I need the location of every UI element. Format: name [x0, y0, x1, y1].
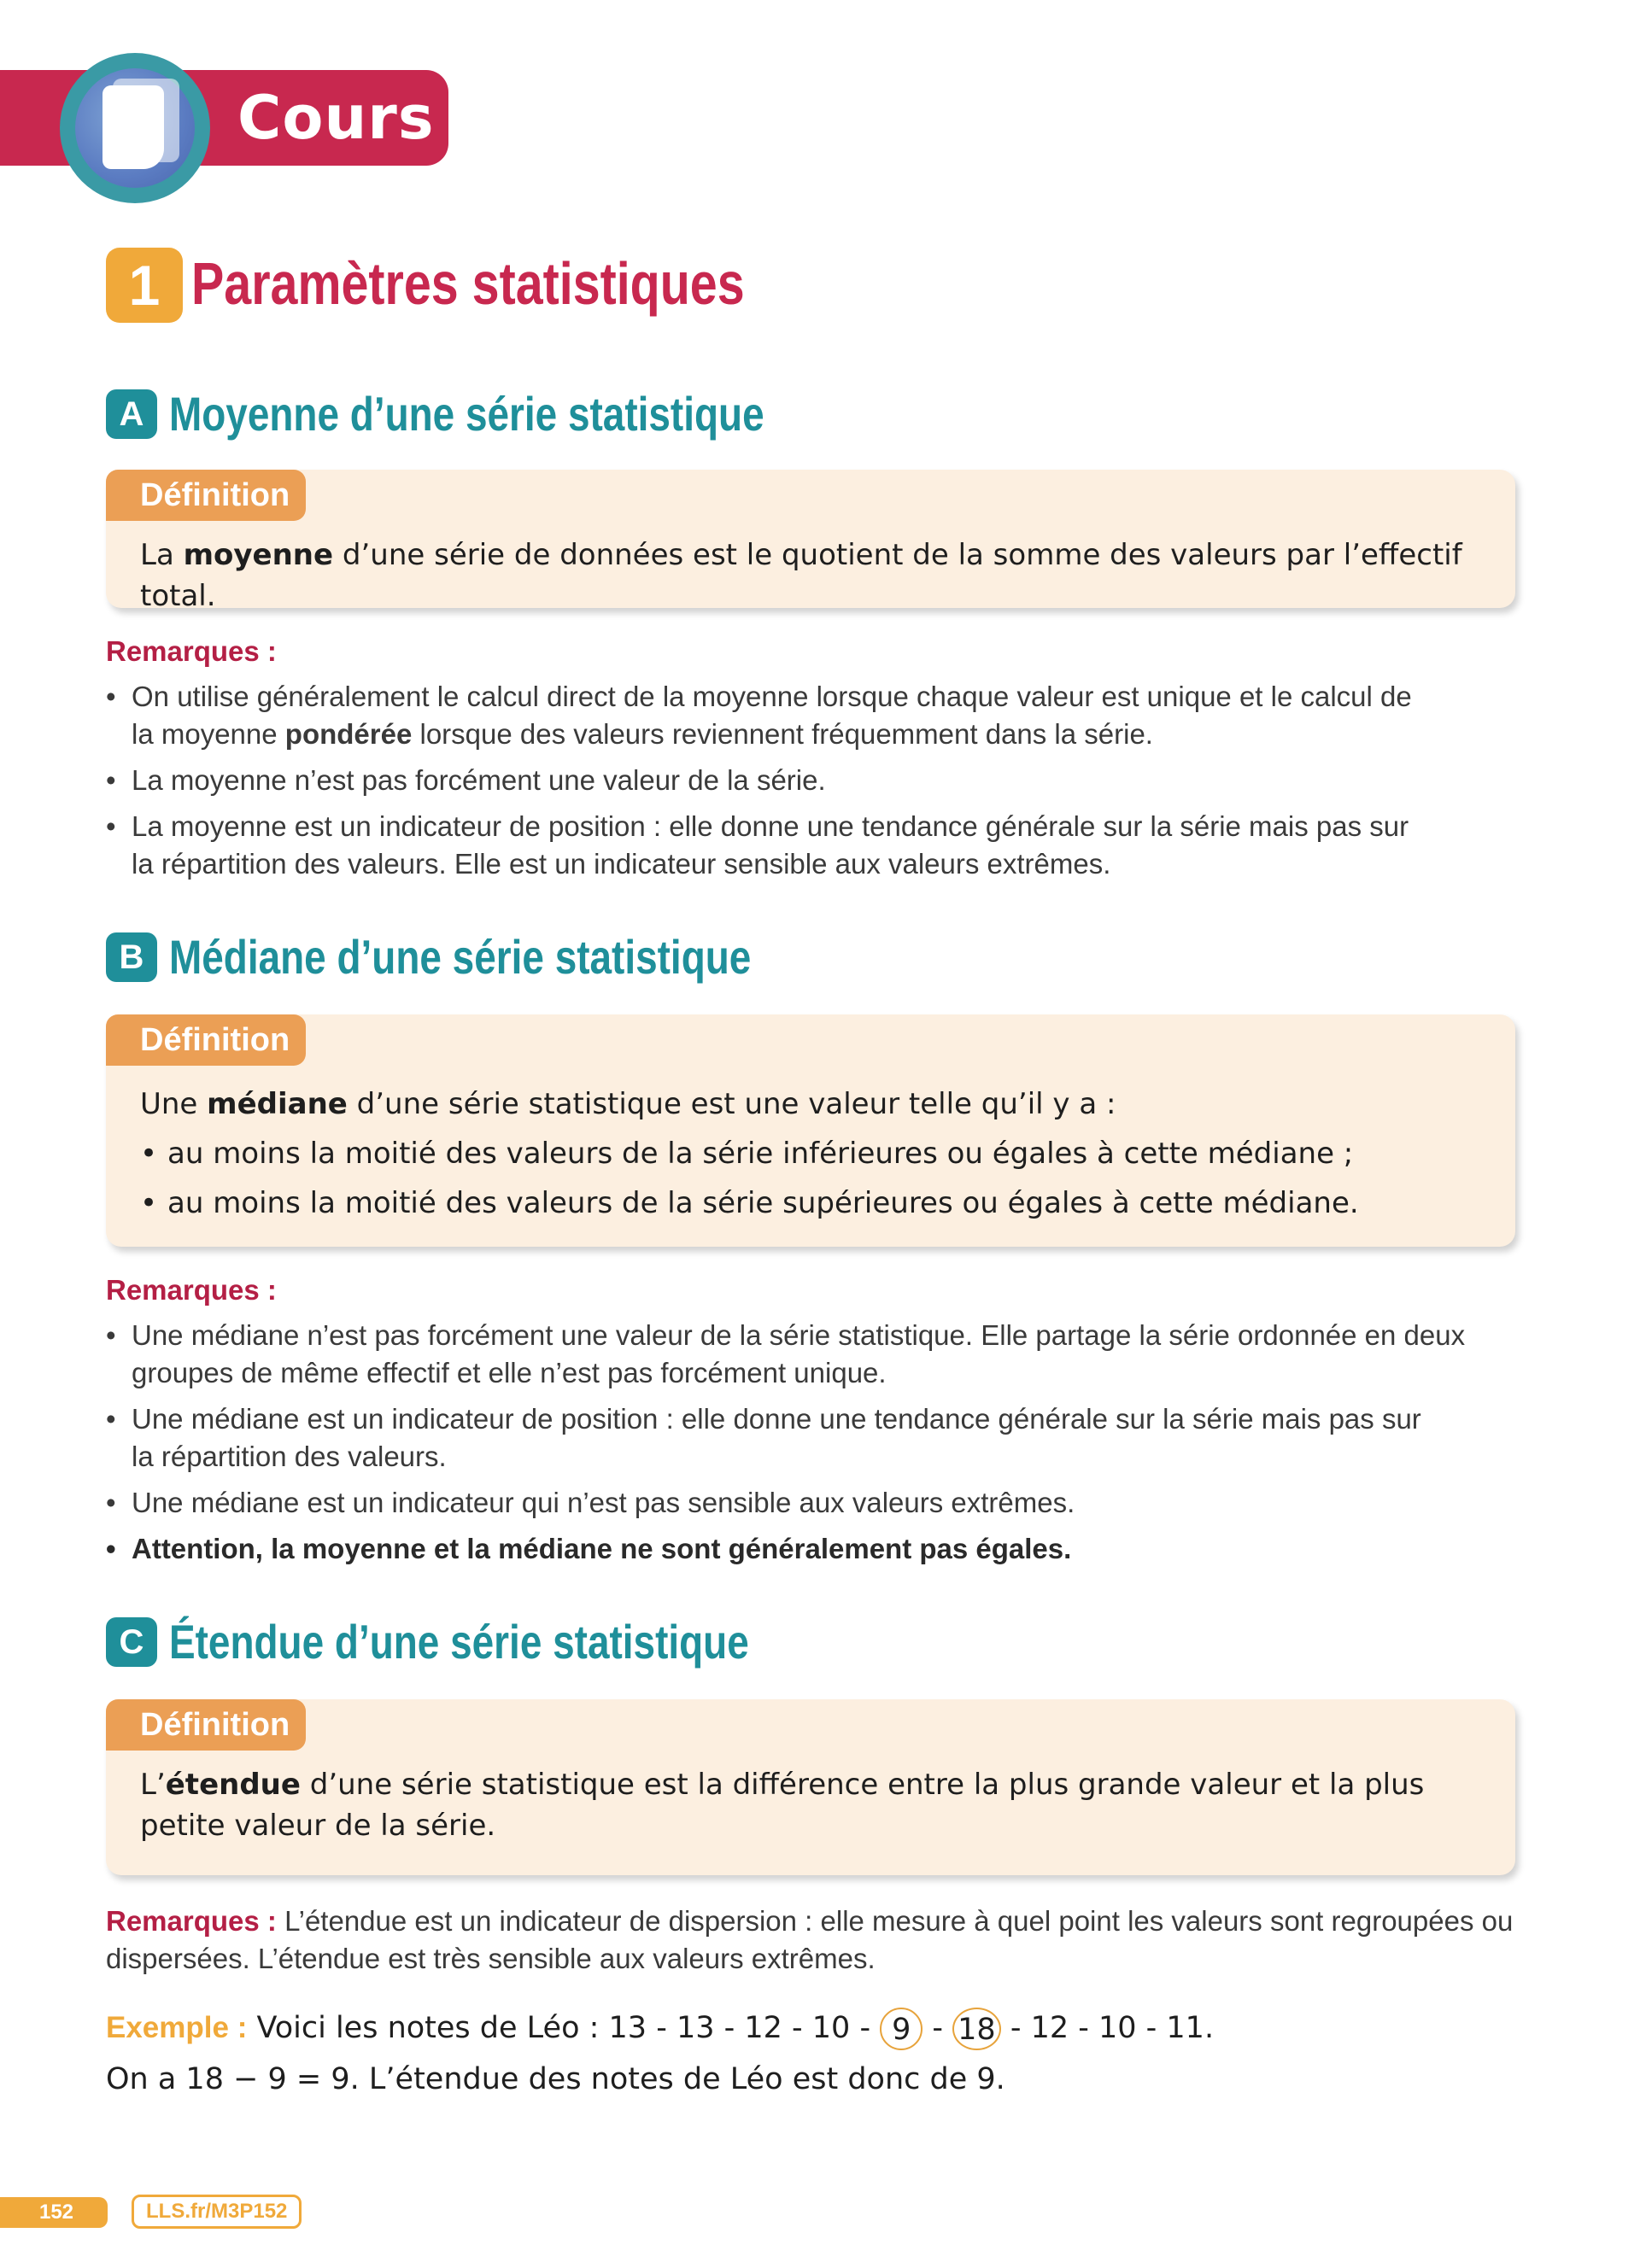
- example-line: Exemple : Voici les notes de Léo : 13 - 13 - 12 - 10 - 9 - 18 - 12 - 10 - 11.: [106, 2003, 1214, 2053]
- section-a-badge: A: [106, 389, 157, 439]
- definition-text-b: Une médiane d’une série statistique est une valeur telle qu’il y a : • au moins la moitié des valeurs de la série inférieures ou égales à cette médiane ; • au moins la moitié des valeurs de la série supérieures ou égales à cette médiane.: [140, 1079, 1498, 1228]
- list-item: • Une médiane est un indicateur qui n’est pas sensible aux valeurs extrêmes.: [106, 1484, 1524, 1522]
- term-etendue: étendue: [165, 1768, 301, 1802]
- list-item: • La moyenne est un indicateur de position : elle donne une tendance générale sur la série mais pas sur la répartition des valeurs. Elle est un indicateur sensible aux valeurs extrêmes.: [106, 808, 1430, 883]
- definition-tab-b: Définition: [106, 1014, 306, 1066]
- term-mediane: médiane: [207, 1087, 348, 1121]
- remarks-heading-c: Remarques :: [106, 1905, 277, 1937]
- list-item: • Attention, la moyenne et la médiane ne sont généralement pas égales.: [106, 1530, 1524, 1568]
- section-b-title: Médiane d’une série statistique: [169, 930, 752, 984]
- section-c-title: Étendue d’une série statistique: [169, 1615, 749, 1669]
- section-c-badge: C: [106, 1617, 157, 1667]
- example-conclusion: On a 18 − 9 = 9. L’étendue des notes de Léo est donc de 9.: [106, 2062, 1005, 2096]
- term-moyenne: moyenne: [183, 538, 334, 572]
- definition-text-c: L’étendue d’une série statistique est la différence entre la plus grande valeur et la plus petite valeur de la série.: [140, 1768, 1425, 1843]
- definition-bullet: • au moins la moitié des valeurs de la série inférieures ou égales à cette médiane ;: [140, 1129, 1498, 1178]
- definition-text-a: La moyenne d’une série de données est le quotient de la somme des valeurs par l’effectif total.: [140, 538, 1462, 613]
- list-item: • La moyenne n’est pas forcément une valeur de la série.: [106, 762, 1524, 799]
- page-number: 152: [0, 2197, 108, 2228]
- example-label: Exemple :: [106, 2011, 248, 2044]
- section-a-title: Moyenne d’une série statistique: [169, 387, 764, 441]
- definition-bullet: • au moins la moitié des valeurs de la série supérieures ou égales à cette médiane.: [140, 1178, 1498, 1228]
- chapter-title: Paramètres statistiques: [191, 250, 745, 317]
- remarks-heading-b: Remarques :: [106, 1274, 277, 1306]
- document-icon: [102, 85, 164, 169]
- definition-tab-c: Définition: [106, 1699, 306, 1751]
- circled-min-value: 9: [880, 2008, 922, 2050]
- section-b-badge: B: [106, 932, 157, 982]
- circled-max-value: 18: [952, 2008, 1001, 2050]
- list-item: • Une médiane n’est pas forcément une valeur de la série statistique. Elle partage la série ordonnée en deux groupes de même effectif et elle n’est pas forcément unique.: [106, 1317, 1507, 1392]
- list-item: • On utilise généralement le calcul direct de la moyenne lorsque chaque valeur est unique et le calcul de la moyenne pondérée lorsque des valeurs reviennent fréquemment dans la série.: [106, 678, 1430, 753]
- remarks-list-b: [106, 1317, 1524, 1576]
- list-item: • Une médiane est un indicateur de position : elle donne une tendance générale sur la série mais pas sur la répartition des valeurs.: [106, 1400, 1430, 1476]
- remarks-list-a: [106, 678, 1524, 891]
- header-title: Cours: [237, 83, 435, 153]
- chapter-number-badge: 1: [106, 248, 183, 323]
- lls-link[interactable]: LLS.fr/M3P152: [132, 2195, 302, 2229]
- remarks-c: Remarques : L’étendue est un indicateur de dispersion : elle mesure à quel point les valeurs sont regroupées ou dispersées. L’étendue est très sensible aux valeurs extrêmes.: [106, 1905, 1514, 1974]
- definition-tab-a: Définition: [106, 470, 306, 521]
- remarks-heading-a: Remarques :: [106, 635, 277, 667]
